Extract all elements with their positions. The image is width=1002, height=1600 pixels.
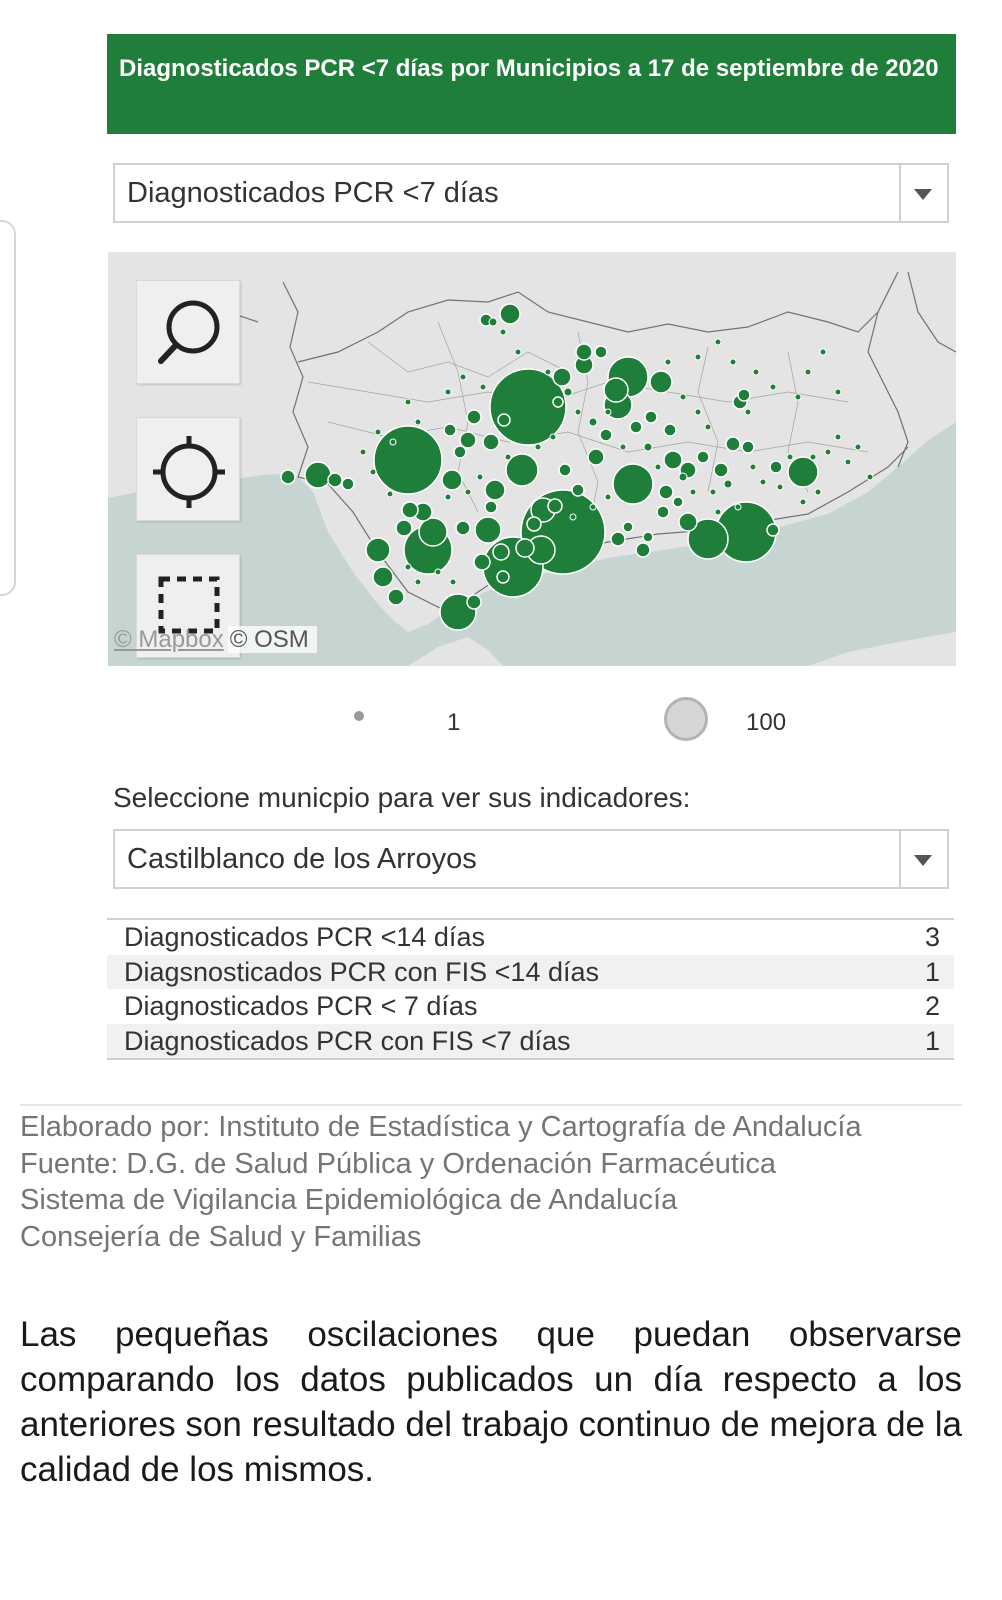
- marker: [600, 429, 612, 441]
- indicator-label: Diagnosticados PCR <14 días: [124, 922, 485, 952]
- marker: [664, 451, 682, 469]
- municipio-dropdown-toggle[interactable]: [899, 831, 947, 887]
- marker: [328, 473, 342, 487]
- marker: [444, 424, 456, 436]
- marker: [664, 424, 676, 436]
- credits-line: Elaborado por: Instituto de Estadística y Cartografía de Andalucía: [20, 1111, 862, 1143]
- municipio-dropdown-value: Castilblanco de los Arroyos: [127, 843, 477, 875]
- marker: [643, 532, 653, 542]
- marker: [770, 461, 782, 473]
- indicator-label: Diagnosticados PCR con FIS <7 días: [124, 1025, 571, 1056]
- marker: [342, 478, 354, 490]
- table-row: [107, 920, 954, 955]
- credits-line: Sistema de Vigilancia Epidemiológica de Andalucía: [20, 1184, 678, 1216]
- marker: [726, 437, 740, 451]
- table-row: [107, 955, 954, 990]
- marker: [474, 554, 490, 570]
- indicator-dropdown-value: Diagnosticados PCR <7 días: [127, 177, 499, 209]
- osm-attribution-link[interactable]: © OSM: [228, 626, 317, 653]
- search-icon: [137, 281, 241, 385]
- indicator-value: 3: [924, 922, 940, 952]
- marker: [788, 457, 818, 487]
- marker: [467, 595, 481, 609]
- marker: [572, 484, 584, 496]
- marker: [659, 485, 673, 499]
- marker: [374, 426, 442, 494]
- chevron-down-icon: [914, 855, 932, 866]
- marker: [493, 544, 509, 560]
- credits-line: Fuente: D.G. de Salud Pública y Ordenación Farmacéutica: [20, 1147, 776, 1180]
- morocco-coast: [408, 637, 503, 666]
- table-row: [107, 989, 954, 1024]
- marker: [738, 389, 750, 401]
- marker: [673, 497, 683, 507]
- marker: [485, 501, 497, 513]
- indicator-dropdown-toggle[interactable]: [899, 165, 947, 221]
- marker: [553, 397, 563, 407]
- indicator-value: 1: [924, 956, 940, 987]
- marker: [467, 410, 481, 424]
- locate-button[interactable]: [136, 417, 240, 521]
- marker: [650, 371, 672, 393]
- zoom-search-button[interactable]: [136, 280, 240, 384]
- marker: [396, 520, 412, 536]
- legend-max-label: 100: [746, 709, 787, 736]
- legend-small-circle: [354, 711, 364, 721]
- marker: [281, 470, 295, 484]
- marker: [767, 524, 779, 536]
- marker: [576, 344, 592, 360]
- marker: [623, 522, 633, 532]
- indicator-dropdown[interactable]: [113, 163, 949, 223]
- indicator-label: Diagnosticados PCR < 7 días: [124, 991, 478, 1021]
- marker: [460, 432, 476, 448]
- indicator-value: 1: [924, 1025, 940, 1056]
- marker: [553, 368, 571, 386]
- credits-line: Consejería de Salud y Familias: [20, 1220, 422, 1253]
- indicators-table: [107, 918, 954, 1060]
- marker: [604, 378, 628, 402]
- marker: [516, 539, 534, 557]
- marker: [630, 421, 642, 433]
- marker: [366, 538, 390, 562]
- marker: [442, 470, 462, 490]
- data-quality-note: Las pequeñas oscilaciones que puedan observarse comparando los datos publicados un día respecto a los anteriores son resultado del trabajo continuo de mejora de la calidad de los mismos.: [20, 1315, 962, 1489]
- legend-large-circle: [664, 697, 708, 741]
- credits-block: [20, 1109, 862, 1255]
- marker: [679, 513, 697, 531]
- legend-min-label: 1: [447, 709, 461, 736]
- marker: [595, 346, 607, 358]
- marker: [714, 463, 728, 477]
- marker: [305, 462, 331, 488]
- divider: [20, 1104, 962, 1106]
- marker: [388, 589, 404, 605]
- mapbox-attribution-link[interactable]: © Mapbox: [114, 626, 224, 653]
- table-row: [107, 1024, 954, 1059]
- marker: [483, 434, 499, 450]
- map-attribution: [110, 622, 317, 658]
- marker: [373, 567, 393, 587]
- indicator-label: Diagsnosticados PCR con FIS <14 días: [124, 956, 599, 987]
- crosshair-icon: [137, 418, 241, 522]
- marker: [697, 451, 709, 463]
- marker: [485, 480, 505, 500]
- marker: [419, 518, 447, 546]
- andalucia-map[interactable]: [108, 252, 956, 666]
- marker: [742, 441, 754, 453]
- municipio-dropdown[interactable]: [113, 829, 949, 889]
- marker: [500, 304, 520, 324]
- marker: [657, 506, 669, 518]
- chevron-down-icon: [914, 189, 932, 200]
- marker: [636, 543, 650, 557]
- marker: [456, 521, 470, 535]
- marker: [613, 464, 653, 504]
- marker: [548, 499, 562, 513]
- marker: [497, 571, 509, 583]
- marker: [559, 464, 571, 476]
- marker: [645, 411, 657, 423]
- marker: [498, 414, 510, 426]
- page-title-text: Diagnosticados PCR <7 días por Municipios a 17 de septiembre de 2020: [119, 55, 939, 82]
- africa-land: [808, 632, 956, 666]
- marker: [588, 449, 604, 465]
- side-drawer-handle[interactable]: [0, 220, 16, 596]
- marker: [611, 532, 625, 546]
- marker: [527, 517, 541, 531]
- page-title: [107, 34, 956, 134]
- marker: [475, 517, 501, 543]
- marker: [402, 502, 418, 518]
- municipio-prompt: Seleccione municpio para ver sus indicadores:: [113, 782, 691, 813]
- indicator-value: 2: [924, 991, 940, 1021]
- marker: [454, 446, 466, 458]
